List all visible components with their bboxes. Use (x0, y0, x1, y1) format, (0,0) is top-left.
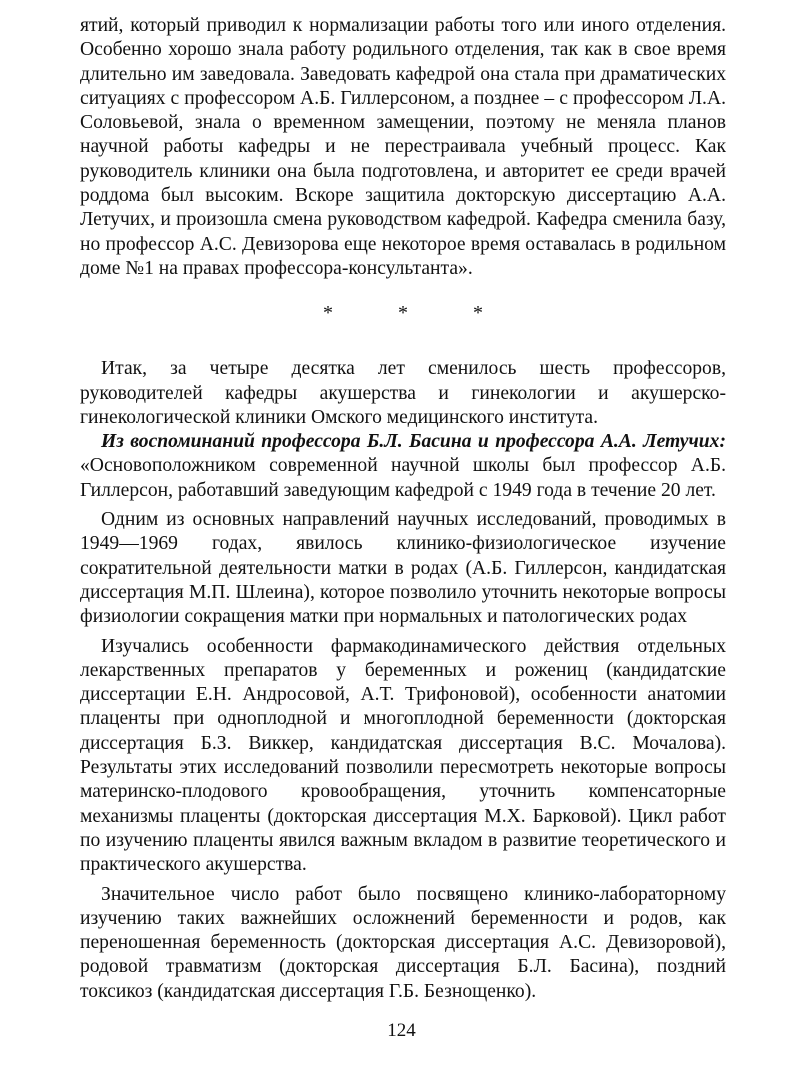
paragraph-summary: Итак, за четыре десятка лет сменилось шесть профессоров, руководителей кафедры акушерства и гинекологии и акушерско-гинекологической клиники Омского медицинского института. (80, 358, 726, 428)
page-number: 124 (387, 1020, 416, 1041)
memoirs-lead: Из воспоминаний профессора Б.Л. Басина и профессора А.А. Летучих: (101, 431, 726, 453)
section-separator: * * * (323, 302, 513, 325)
paragraph-memoirs (80, 430, 726, 503)
paragraph-research-directions: Одним из основных направлений научных исследований, проводимых в 1949—1969 годах, явилось клинико-физиологическое изучение сократительной деятельности матки в родах (А.Б. Гиллерсон, кандидатская диссертация М.П. Шлеина), которое позволило уточнить некоторые вопросы физиологии сокращения матки при нормальных и патологических родах (80, 509, 726, 628)
paragraph-continuation: ятий, который приводил к нормализации работы того или иного отделения. Особенно хорошо знала работу родильного отделения, так как в свое время длительно им заведовала. Заведовать кафедрой она стала при драматических ситуациях с профессором А.Б. Гиллерсоном, а позднее – с профессором Л.А. Соловьевой, знала о временном замещении, поэтому не меняла планов научной работы кафедры и не перестраивала учебный процесс. Как руководитель клиники она была подготовлена, и авторитет ее среди врачей роддома был высоким. Вскоре защитила докторскую диссертацию А.А. Летучих, и произошла смена руководством кафедрой. Кафедра сменила базу, но профессор А.С. Девизорова еще некоторое время оставалась в родильном доме №1 на правах профессора-консультанта». (80, 15, 726, 279)
page-body (80, 14, 726, 1004)
paragraph-complications: Значительное число работ было посвящено клинико-лабораторному изучению таких важнейших осложнений беременности и родов, как переношенная беременность (докторская диссертация А.С. Девизоровой), родовой травматизм (докторская диссертация Б.Л. Басина), поздний токсикоз (кандидатская диссертация Г.Б. Безнощенко). (80, 883, 726, 1002)
paragraph-pharmacodynamics: Изучались особенности фармакодинамического действия отдельных лекарственных препаратов у беременных и рожениц (кандидатские диссертации Е.Н. Андросовой, А.Т. Трифоновой), особенности анатомии плаценты при одноплодной и многоплодной беременности (докторская диссертация Б.З. Виккер, кандидатская диссертация В.С. Мочалова). Результаты этих исследований позволили пересмотреть некоторые вопросы материнско-плодового кровообращения, уточнить компенсаторные механизмы плаценты (докторская диссертация М.Х. Барковой). Цикл работ по изучению плаценты явился важным вкладом в развитие теоретического и практического акушерства. (80, 635, 726, 876)
memoirs-text: «Основоположником современной научной школы был профессор А.Б. Гиллерсон, работавший заведующим кафедрой с 1949 года в течение 20 лет. (80, 455, 726, 501)
